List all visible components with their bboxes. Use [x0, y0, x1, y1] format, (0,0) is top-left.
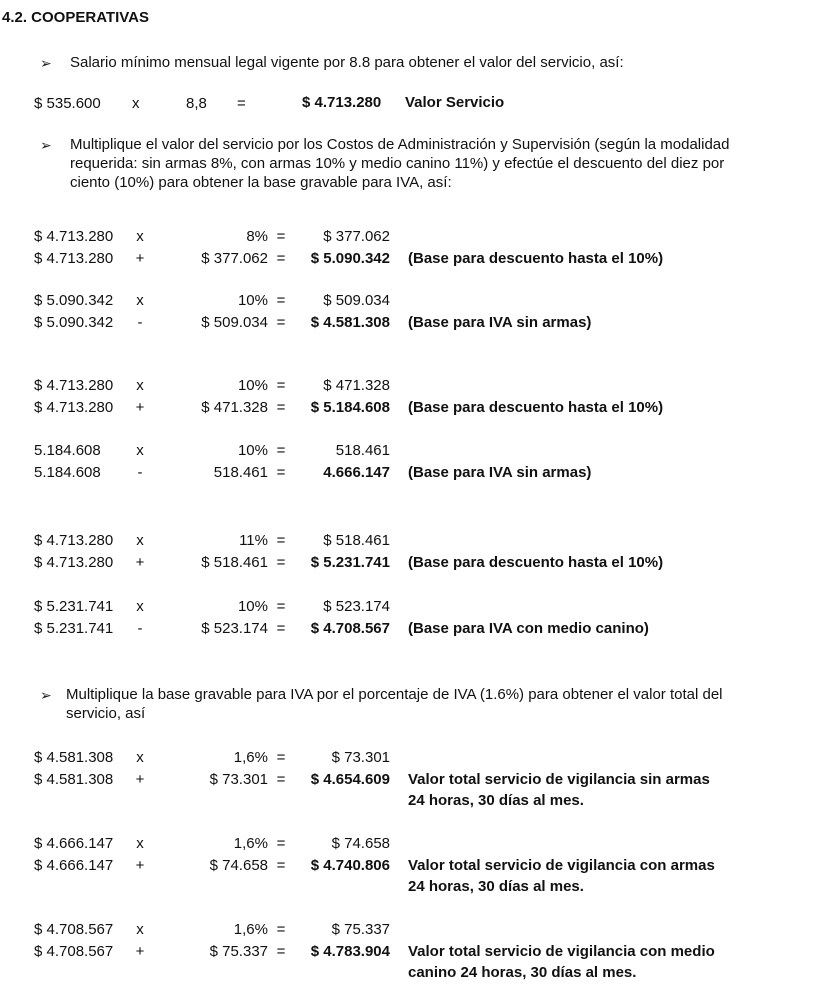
row-equals: =	[276, 399, 286, 416]
row-operand-b: 10%	[237, 442, 268, 459]
row-operand-b: $ 73.301	[209, 771, 268, 788]
row-operand-a: $ 5.090.342	[34, 314, 114, 331]
row-operator: -	[137, 314, 143, 331]
row-operator: x	[136, 377, 144, 394]
arrowhead-bullet-icon: ➢	[40, 137, 52, 153]
row-operand-a: $ 4.581.308	[34, 771, 114, 788]
arrowhead-bullet-icon: ➢	[40, 55, 52, 71]
row-result: $ 4.654.609	[310, 771, 390, 788]
row-operator: x	[136, 228, 144, 245]
row-operator: x	[136, 532, 144, 549]
row-operator: +	[135, 771, 145, 788]
row-result: $ 518.461	[323, 532, 390, 549]
row-operand-b: 10%	[237, 292, 268, 309]
row-operand-a: $ 4.708.567	[34, 943, 114, 960]
row-operand-b: 8%	[246, 228, 268, 245]
row-result: $ 5.184.608	[310, 399, 390, 416]
row-result: $ 75.337	[331, 921, 390, 938]
row-operator: +	[135, 857, 145, 874]
row-equals: =	[276, 749, 286, 766]
row-equals: =	[276, 598, 286, 615]
row-note: Valor total servicio de vigilancia sin armas	[408, 771, 710, 788]
row-operand-a: $ 4.713.280	[34, 377, 114, 394]
row-equals: =	[276, 943, 286, 960]
row-operand-b: $ 74.658	[209, 857, 268, 874]
row-operand-b: $ 75.337	[209, 943, 268, 960]
row-operator: +	[135, 399, 145, 416]
row-note: (Base para IVA sin armas)	[408, 464, 592, 481]
row-equals: =	[276, 442, 286, 459]
row-operator: +	[135, 943, 145, 960]
row-operand-a: $ 4.713.280	[34, 228, 114, 245]
row-operand-a: $ 4.713.280	[34, 554, 114, 571]
row-equals: =	[276, 620, 286, 637]
row-note-continued: canino 24 horas, 30 días al mes.	[408, 964, 637, 981]
paragraph-line: servicio, así	[66, 705, 146, 722]
row-operand-a: $ 4.713.280	[34, 399, 114, 416]
row-note-continued: 24 horas, 30 días al mes.	[408, 878, 584, 895]
row-equals: =	[276, 250, 286, 267]
base-multiplier: 8,8	[186, 95, 207, 112]
row-result: $ 4.581.308	[310, 314, 390, 331]
row-operator: -	[137, 464, 143, 481]
paragraph-line: ciento (10%) para obtener la base gravable para IVA, así:	[70, 174, 452, 191]
row-operand-a: 5.184.608	[34, 464, 101, 481]
row-result: $ 377.062	[323, 228, 390, 245]
row-operand-a: $ 4.666.147	[34, 835, 114, 852]
bullet-text-admin-costs	[70, 135, 810, 192]
row-result: $ 74.658	[331, 835, 390, 852]
row-result: 518.461	[335, 442, 390, 459]
paragraph-line: Multiplique la base gravable para IVA por el porcentaje de IVA (1.6%) para obtener el valor total del	[66, 686, 723, 703]
row-operator: x	[136, 442, 144, 459]
row-result: $ 523.174	[323, 598, 390, 615]
row-operator: -	[137, 620, 143, 637]
row-result: $ 471.328	[323, 377, 390, 394]
base-result: $ 4.713.280	[302, 94, 382, 111]
row-operand-a: $ 5.231.741	[34, 620, 114, 637]
row-result: $ 5.231.741	[310, 554, 390, 571]
row-operand-b: $ 523.174	[201, 620, 268, 637]
base-value: $ 535.600	[34, 95, 101, 112]
arrowhead-bullet-icon: ➢	[40, 687, 52, 703]
row-operand-b: 10%	[237, 377, 268, 394]
row-operator: x	[136, 921, 144, 938]
row-operator: +	[135, 250, 145, 267]
row-operator: x	[136, 598, 144, 615]
base-result-label: Valor Servicio	[405, 94, 505, 111]
row-operand-a: 5.184.608	[34, 442, 101, 459]
row-operand-b: $ 471.328	[201, 399, 268, 416]
row-result: $ 73.301	[331, 749, 390, 766]
row-equals: =	[276, 771, 286, 788]
row-equals: =	[276, 314, 286, 331]
row-equals: =	[276, 857, 286, 874]
row-note: (Base para descuento hasta el 10%)	[408, 554, 664, 571]
row-operand-a: $ 4.581.308	[34, 749, 114, 766]
bullet-text-salary: Salario mínimo mensual legal vigente por 8.8 para obtener el valor del servicio, así:	[70, 54, 624, 71]
row-note-continued: 24 horas, 30 días al mes.	[408, 792, 584, 809]
row-equals: =	[276, 835, 286, 852]
row-operand-a: $ 4.708.567	[34, 921, 114, 938]
row-result: $ 509.034	[323, 292, 390, 309]
base-equals: =	[237, 95, 246, 112]
row-operator: x	[136, 835, 144, 852]
row-equals: =	[276, 377, 286, 394]
row-operand-a: $ 4.713.280	[34, 250, 114, 267]
row-operand-b: $ 377.062	[201, 250, 268, 267]
row-operand-b: 10%	[237, 598, 268, 615]
row-operand-a: $ 5.231.741	[34, 598, 114, 615]
row-operand-b: 11%	[239, 532, 268, 549]
row-note: (Base para IVA sin armas)	[408, 314, 592, 331]
row-result: $ 5.090.342	[310, 250, 390, 267]
row-note: Valor total servicio de vigilancia con medio	[408, 943, 715, 960]
row-operand-a: $ 5.090.342	[34, 292, 114, 309]
row-operand-b: $ 518.461	[201, 554, 268, 571]
row-operand-b: $ 509.034	[201, 314, 268, 331]
row-result: $ 4.708.567	[310, 620, 390, 637]
row-operand-b: 1,6%	[233, 749, 268, 766]
paragraph-line: Multiplique el valor del servicio por los Costos de Administración y Supervisión (según la modalidad	[70, 136, 730, 153]
base-operator: x	[132, 95, 140, 112]
bullet-text-iva	[66, 685, 816, 723]
row-note: (Base para descuento hasta el 10%)	[408, 399, 664, 416]
row-operand-a: $ 4.713.280	[34, 532, 114, 549]
row-equals: =	[276, 464, 286, 481]
row-operator: x	[136, 292, 144, 309]
row-operand-b: 1,6%	[233, 835, 268, 852]
row-result: $ 4.783.904	[310, 943, 390, 960]
row-equals: =	[276, 554, 286, 571]
row-result: $ 4.740.806	[310, 857, 390, 874]
row-operand-b: 1,6%	[233, 921, 268, 938]
paragraph-line: requerida: sin armas 8%, con armas 10% y medio canino 11%) y efectúe el descuento del diez por	[70, 155, 725, 172]
section-title: 4.2. COOPERATIVAS	[2, 9, 149, 26]
row-equals: =	[276, 228, 286, 245]
row-operand-b: 518.461	[213, 464, 268, 481]
row-operand-a: $ 4.666.147	[34, 857, 114, 874]
row-note: (Base para IVA con medio canino)	[408, 620, 649, 637]
row-note: (Base para descuento hasta el 10%)	[408, 250, 664, 267]
row-result: 4.666.147	[323, 464, 390, 481]
row-operator: +	[135, 554, 145, 571]
row-equals: =	[276, 292, 286, 309]
row-note: Valor total servicio de vigilancia con armas	[408, 857, 715, 874]
row-equals: =	[276, 532, 286, 549]
row-equals: =	[276, 921, 286, 938]
row-operator: x	[136, 749, 144, 766]
